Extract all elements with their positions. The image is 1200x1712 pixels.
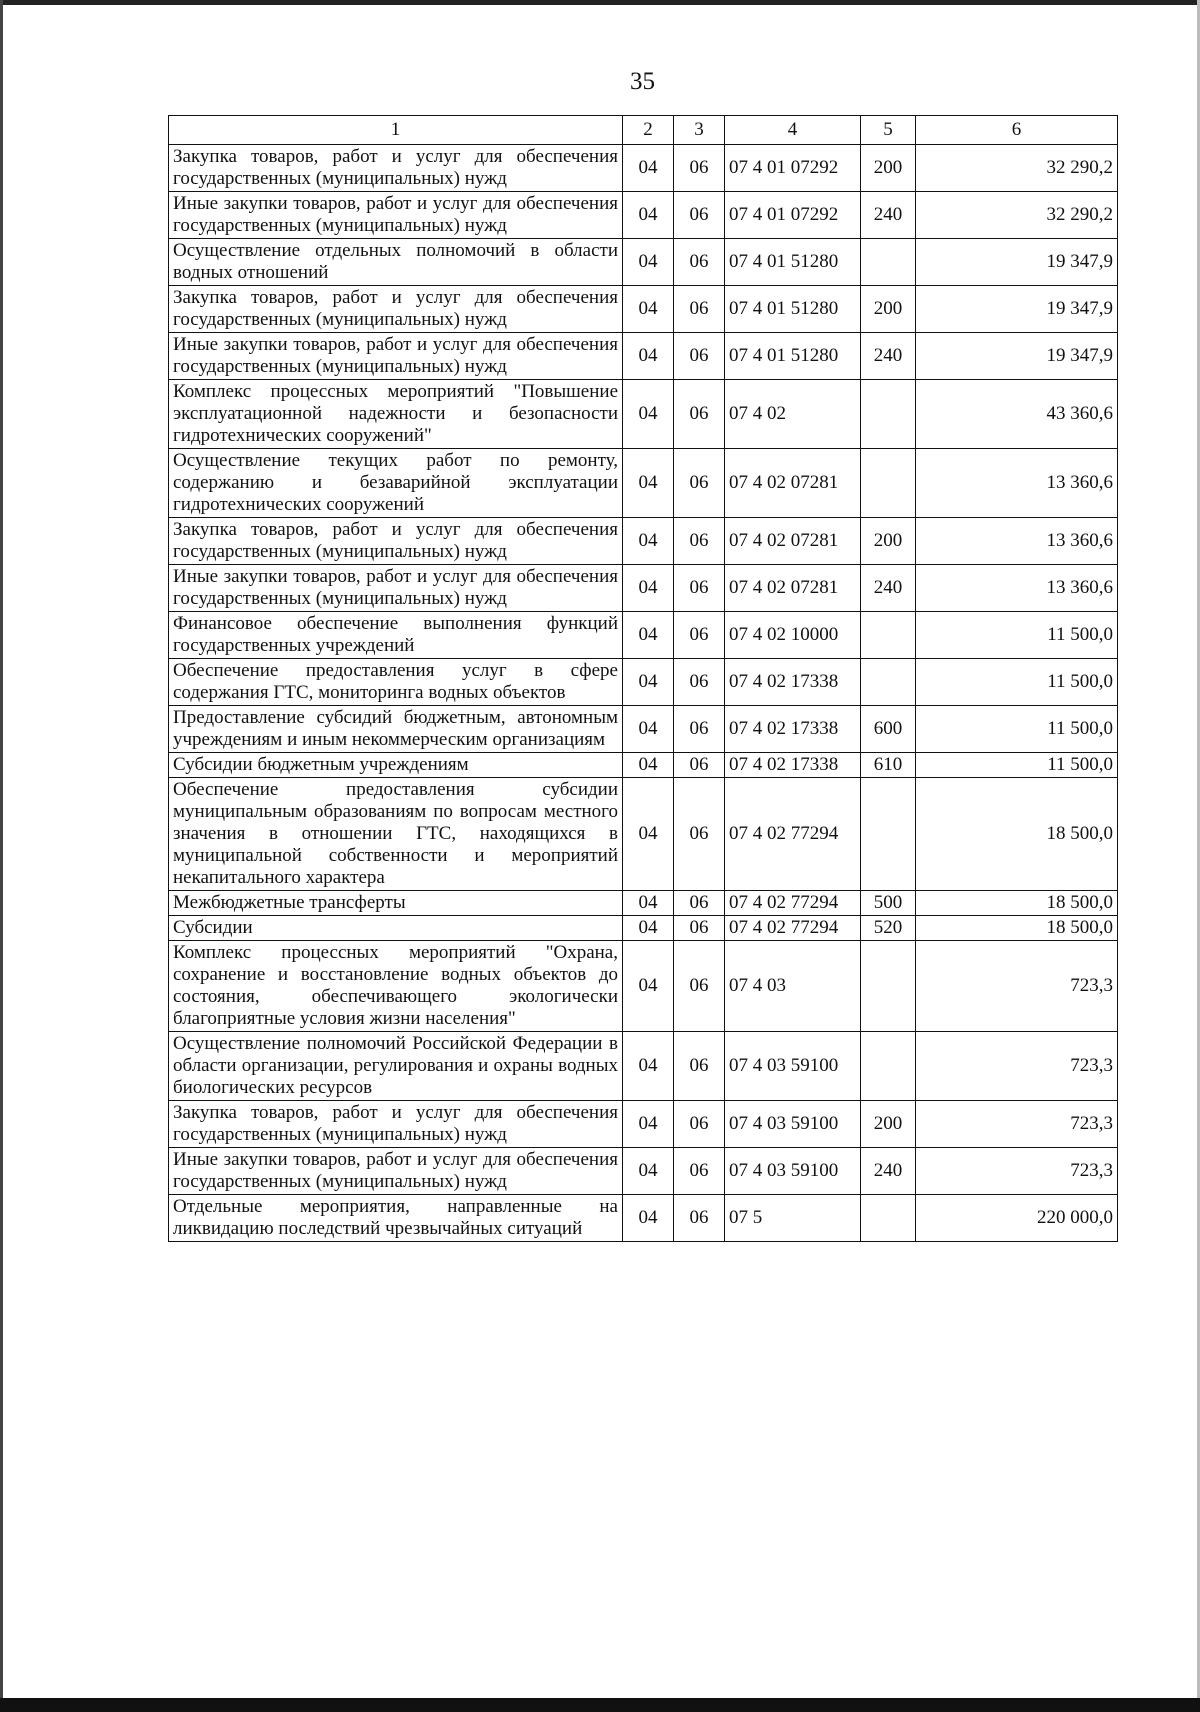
amount: 220 000,0 <box>916 1195 1118 1242</box>
row-name: Закупка товаров, работ и услуг для обеспечения государственных (муниципальных) нужд <box>169 145 623 192</box>
row-name: Обеспечение предоставления субсидии муниципальным образованиям по вопросам местного значения в отношении ГТС, находящихся в муниципальной собственности и мероприятий некапитального характера <box>169 778 623 891</box>
amount: 13 360,6 <box>916 565 1118 612</box>
amount: 19 347,9 <box>916 286 1118 333</box>
subsection-code: 06 <box>674 753 725 778</box>
row-name: Осуществление полномочий Российской Федерации в области организации, регулирования и охраны водных биологических ресурсов <box>169 1032 623 1101</box>
amount: 11 500,0 <box>916 659 1118 706</box>
subsection-code: 06 <box>674 659 725 706</box>
section-code: 04 <box>623 1032 674 1101</box>
row-name: Обеспечение предоставления услуг в сфере содержания ГТС, мониторинга водных объектов <box>169 659 623 706</box>
target-article-code: 07 4 02 07281 <box>725 449 861 518</box>
amount: 32 290,2 <box>916 145 1118 192</box>
section-code: 04 <box>623 239 674 286</box>
amount: 18 500,0 <box>916 916 1118 941</box>
expense-type-code <box>861 380 916 449</box>
subsection-code: 06 <box>674 1032 725 1101</box>
target-article-code: 07 4 02 17338 <box>725 706 861 753</box>
subsection-code: 06 <box>674 778 725 891</box>
amount: 723,3 <box>916 1148 1118 1195</box>
expense-type-code <box>861 1032 916 1101</box>
amount: 19 347,9 <box>916 333 1118 380</box>
subsection-code: 06 <box>674 380 725 449</box>
scan-border-left <box>0 0 3 1712</box>
target-article-code: 07 4 02 07281 <box>725 518 861 565</box>
section-code: 04 <box>623 1148 674 1195</box>
table-row <box>169 659 1118 706</box>
expense-type-code: 610 <box>861 753 916 778</box>
section-code: 04 <box>623 449 674 518</box>
section-code: 04 <box>623 192 674 239</box>
subsection-code: 06 <box>674 449 725 518</box>
row-name: Закупка товаров, работ и услуг для обеспечения государственных (муниципальных) нужд <box>169 1101 623 1148</box>
table-row <box>169 449 1118 518</box>
expense-type-code: 200 <box>861 286 916 333</box>
amount: 11 500,0 <box>916 706 1118 753</box>
section-code: 04 <box>623 612 674 659</box>
expense-type-code <box>861 1195 916 1242</box>
row-name: Субсидии <box>169 916 623 941</box>
row-name: Закупка товаров, работ и услуг для обеспечения государственных (муниципальных) нужд <box>169 286 623 333</box>
amount: 13 360,6 <box>916 449 1118 518</box>
table-row <box>169 333 1118 380</box>
section-code: 04 <box>623 145 674 192</box>
table-row <box>169 916 1118 941</box>
target-article-code: 07 4 03 <box>725 941 861 1032</box>
section-code: 04 <box>623 916 674 941</box>
subsection-code: 06 <box>674 891 725 916</box>
table-row <box>169 1148 1118 1195</box>
expense-type-code: 240 <box>861 1148 916 1195</box>
subsection-code: 06 <box>674 941 725 1032</box>
section-code: 04 <box>623 286 674 333</box>
table-row <box>169 778 1118 891</box>
target-article-code: 07 4 02 77294 <box>725 778 861 891</box>
row-name: Осуществление текущих работ по ремонту, содержанию и безаварийной эксплуатации гидротехнических сооружений <box>169 449 623 518</box>
subsection-code: 06 <box>674 565 725 612</box>
amount: 13 360,6 <box>916 518 1118 565</box>
amount: 43 360,6 <box>916 380 1118 449</box>
subsection-code: 06 <box>674 145 725 192</box>
target-article-code: 07 4 01 07292 <box>725 192 861 239</box>
section-code: 04 <box>623 753 674 778</box>
section-code: 04 <box>623 1101 674 1148</box>
table-row <box>169 518 1118 565</box>
expense-type-code <box>861 941 916 1032</box>
row-name: Предоставление субсидий бюджетным, автономным учреждениям и иным некоммерческим организациям <box>169 706 623 753</box>
section-code: 04 <box>623 891 674 916</box>
target-article-code: 07 4 02 77294 <box>725 916 861 941</box>
expense-type-code <box>861 239 916 286</box>
target-article-code: 07 4 03 59100 <box>725 1032 861 1101</box>
table-row <box>169 286 1118 333</box>
amount: 723,3 <box>916 941 1118 1032</box>
section-code: 04 <box>623 778 674 891</box>
target-article-code: 07 4 02 07281 <box>725 565 861 612</box>
scan-border-bottom <box>0 1698 1200 1712</box>
row-name: Финансовое обеспечение выполнения функций государственных учреждений <box>169 612 623 659</box>
table-row <box>169 612 1118 659</box>
row-name: Межбюджетные трансферты <box>169 891 623 916</box>
expense-type-code: 200 <box>861 1101 916 1148</box>
subsection-code: 06 <box>674 286 725 333</box>
amount: 19 347,9 <box>916 239 1118 286</box>
column-header-4: 4 <box>725 116 861 145</box>
amount: 18 500,0 <box>916 778 1118 891</box>
section-code: 04 <box>623 659 674 706</box>
row-name: Иные закупки товаров, работ и услуг для обеспечения государственных (муниципальных) нужд <box>169 192 623 239</box>
column-header-3: 3 <box>674 116 725 145</box>
row-name: Иные закупки товаров, работ и услуг для обеспечения государственных (муниципальных) нужд <box>169 1148 623 1195</box>
amount: 723,3 <box>916 1032 1118 1101</box>
table-row <box>169 1101 1118 1148</box>
row-name: Комплекс процессных мероприятий "Охрана, сохранение и восстановление водных объектов до состояния, обеспечивающего экологически благоприятные условия жизни населения" <box>169 941 623 1032</box>
expense-type-code: 600 <box>861 706 916 753</box>
column-header-2: 2 <box>623 116 674 145</box>
expense-type-code: 500 <box>861 891 916 916</box>
target-article-code: 07 4 03 59100 <box>725 1148 861 1195</box>
row-name: Закупка товаров, работ и услуг для обеспечения государственных (муниципальных) нужд <box>169 518 623 565</box>
target-article-code: 07 4 02 <box>725 380 861 449</box>
target-article-code: 07 4 02 77294 <box>725 891 861 916</box>
target-article-code: 07 4 01 51280 <box>725 333 861 380</box>
section-code: 04 <box>623 380 674 449</box>
section-code: 04 <box>623 518 674 565</box>
scan-border-top <box>0 0 1200 5</box>
amount: 723,3 <box>916 1101 1118 1148</box>
table-row <box>169 565 1118 612</box>
target-article-code: 07 5 <box>725 1195 861 1242</box>
table-row <box>169 380 1118 449</box>
row-name: Осуществление отдельных полномочий в области водных отношений <box>169 239 623 286</box>
subsection-code: 06 <box>674 239 725 286</box>
row-name: Отдельные мероприятия, направленные на ликвидацию последствий чрезвычайных ситуаций <box>169 1195 623 1242</box>
amount: 32 290,2 <box>916 192 1118 239</box>
expense-type-code <box>861 449 916 518</box>
budget-table <box>168 115 1118 1242</box>
table-row <box>169 1032 1118 1101</box>
column-header-6: 6 <box>916 116 1118 145</box>
subsection-code: 06 <box>674 706 725 753</box>
target-article-code: 07 4 02 17338 <box>725 753 861 778</box>
table-row <box>169 706 1118 753</box>
expense-type-code: 240 <box>861 333 916 380</box>
table-row <box>169 1195 1118 1242</box>
table-row <box>169 239 1118 286</box>
table-row <box>169 941 1118 1032</box>
subsection-code: 06 <box>674 612 725 659</box>
header-row <box>169 116 1118 145</box>
expense-type-code: 240 <box>861 565 916 612</box>
page-number: 35 <box>630 68 655 95</box>
target-article-code: 07 4 01 07292 <box>725 145 861 192</box>
table-row <box>169 891 1118 916</box>
subsection-code: 06 <box>674 1195 725 1242</box>
expense-type-code: 520 <box>861 916 916 941</box>
row-name: Субсидии бюджетным учреждениям <box>169 753 623 778</box>
section-code: 04 <box>623 333 674 380</box>
subsection-code: 06 <box>674 1148 725 1195</box>
amount: 11 500,0 <box>916 753 1118 778</box>
table-row <box>169 145 1118 192</box>
target-article-code: 07 4 02 17338 <box>725 659 861 706</box>
subsection-code: 06 <box>674 916 725 941</box>
expense-type-code: 200 <box>861 518 916 565</box>
subsection-code: 06 <box>674 192 725 239</box>
target-article-code: 07 4 02 10000 <box>725 612 861 659</box>
expense-type-code: 200 <box>861 145 916 192</box>
subsection-code: 06 <box>674 1101 725 1148</box>
table-row <box>169 753 1118 778</box>
target-article-code: 07 4 01 51280 <box>725 239 861 286</box>
expense-type-code <box>861 612 916 659</box>
subsection-code: 06 <box>674 518 725 565</box>
target-article-code: 07 4 03 59100 <box>725 1101 861 1148</box>
section-code: 04 <box>623 941 674 1032</box>
section-code: 04 <box>623 1195 674 1242</box>
expense-type-code <box>861 659 916 706</box>
column-header-1: 1 <box>169 116 623 145</box>
table-row <box>169 192 1118 239</box>
subsection-code: 06 <box>674 333 725 380</box>
section-code: 04 <box>623 706 674 753</box>
expense-type-code: 240 <box>861 192 916 239</box>
column-header-5: 5 <box>861 116 916 145</box>
row-name: Иные закупки товаров, работ и услуг для обеспечения государственных (муниципальных) нужд <box>169 565 623 612</box>
amount: 18 500,0 <box>916 891 1118 916</box>
section-code: 04 <box>623 565 674 612</box>
amount: 11 500,0 <box>916 612 1118 659</box>
row-name: Иные закупки товаров, работ и услуг для обеспечения государственных (муниципальных) нужд <box>169 333 623 380</box>
target-article-code: 07 4 01 51280 <box>725 286 861 333</box>
row-name: Комплекс процессных мероприятий "Повышение эксплуатационной надежности и безопасности гидротехнических сооружений" <box>169 380 623 449</box>
expense-type-code <box>861 778 916 891</box>
